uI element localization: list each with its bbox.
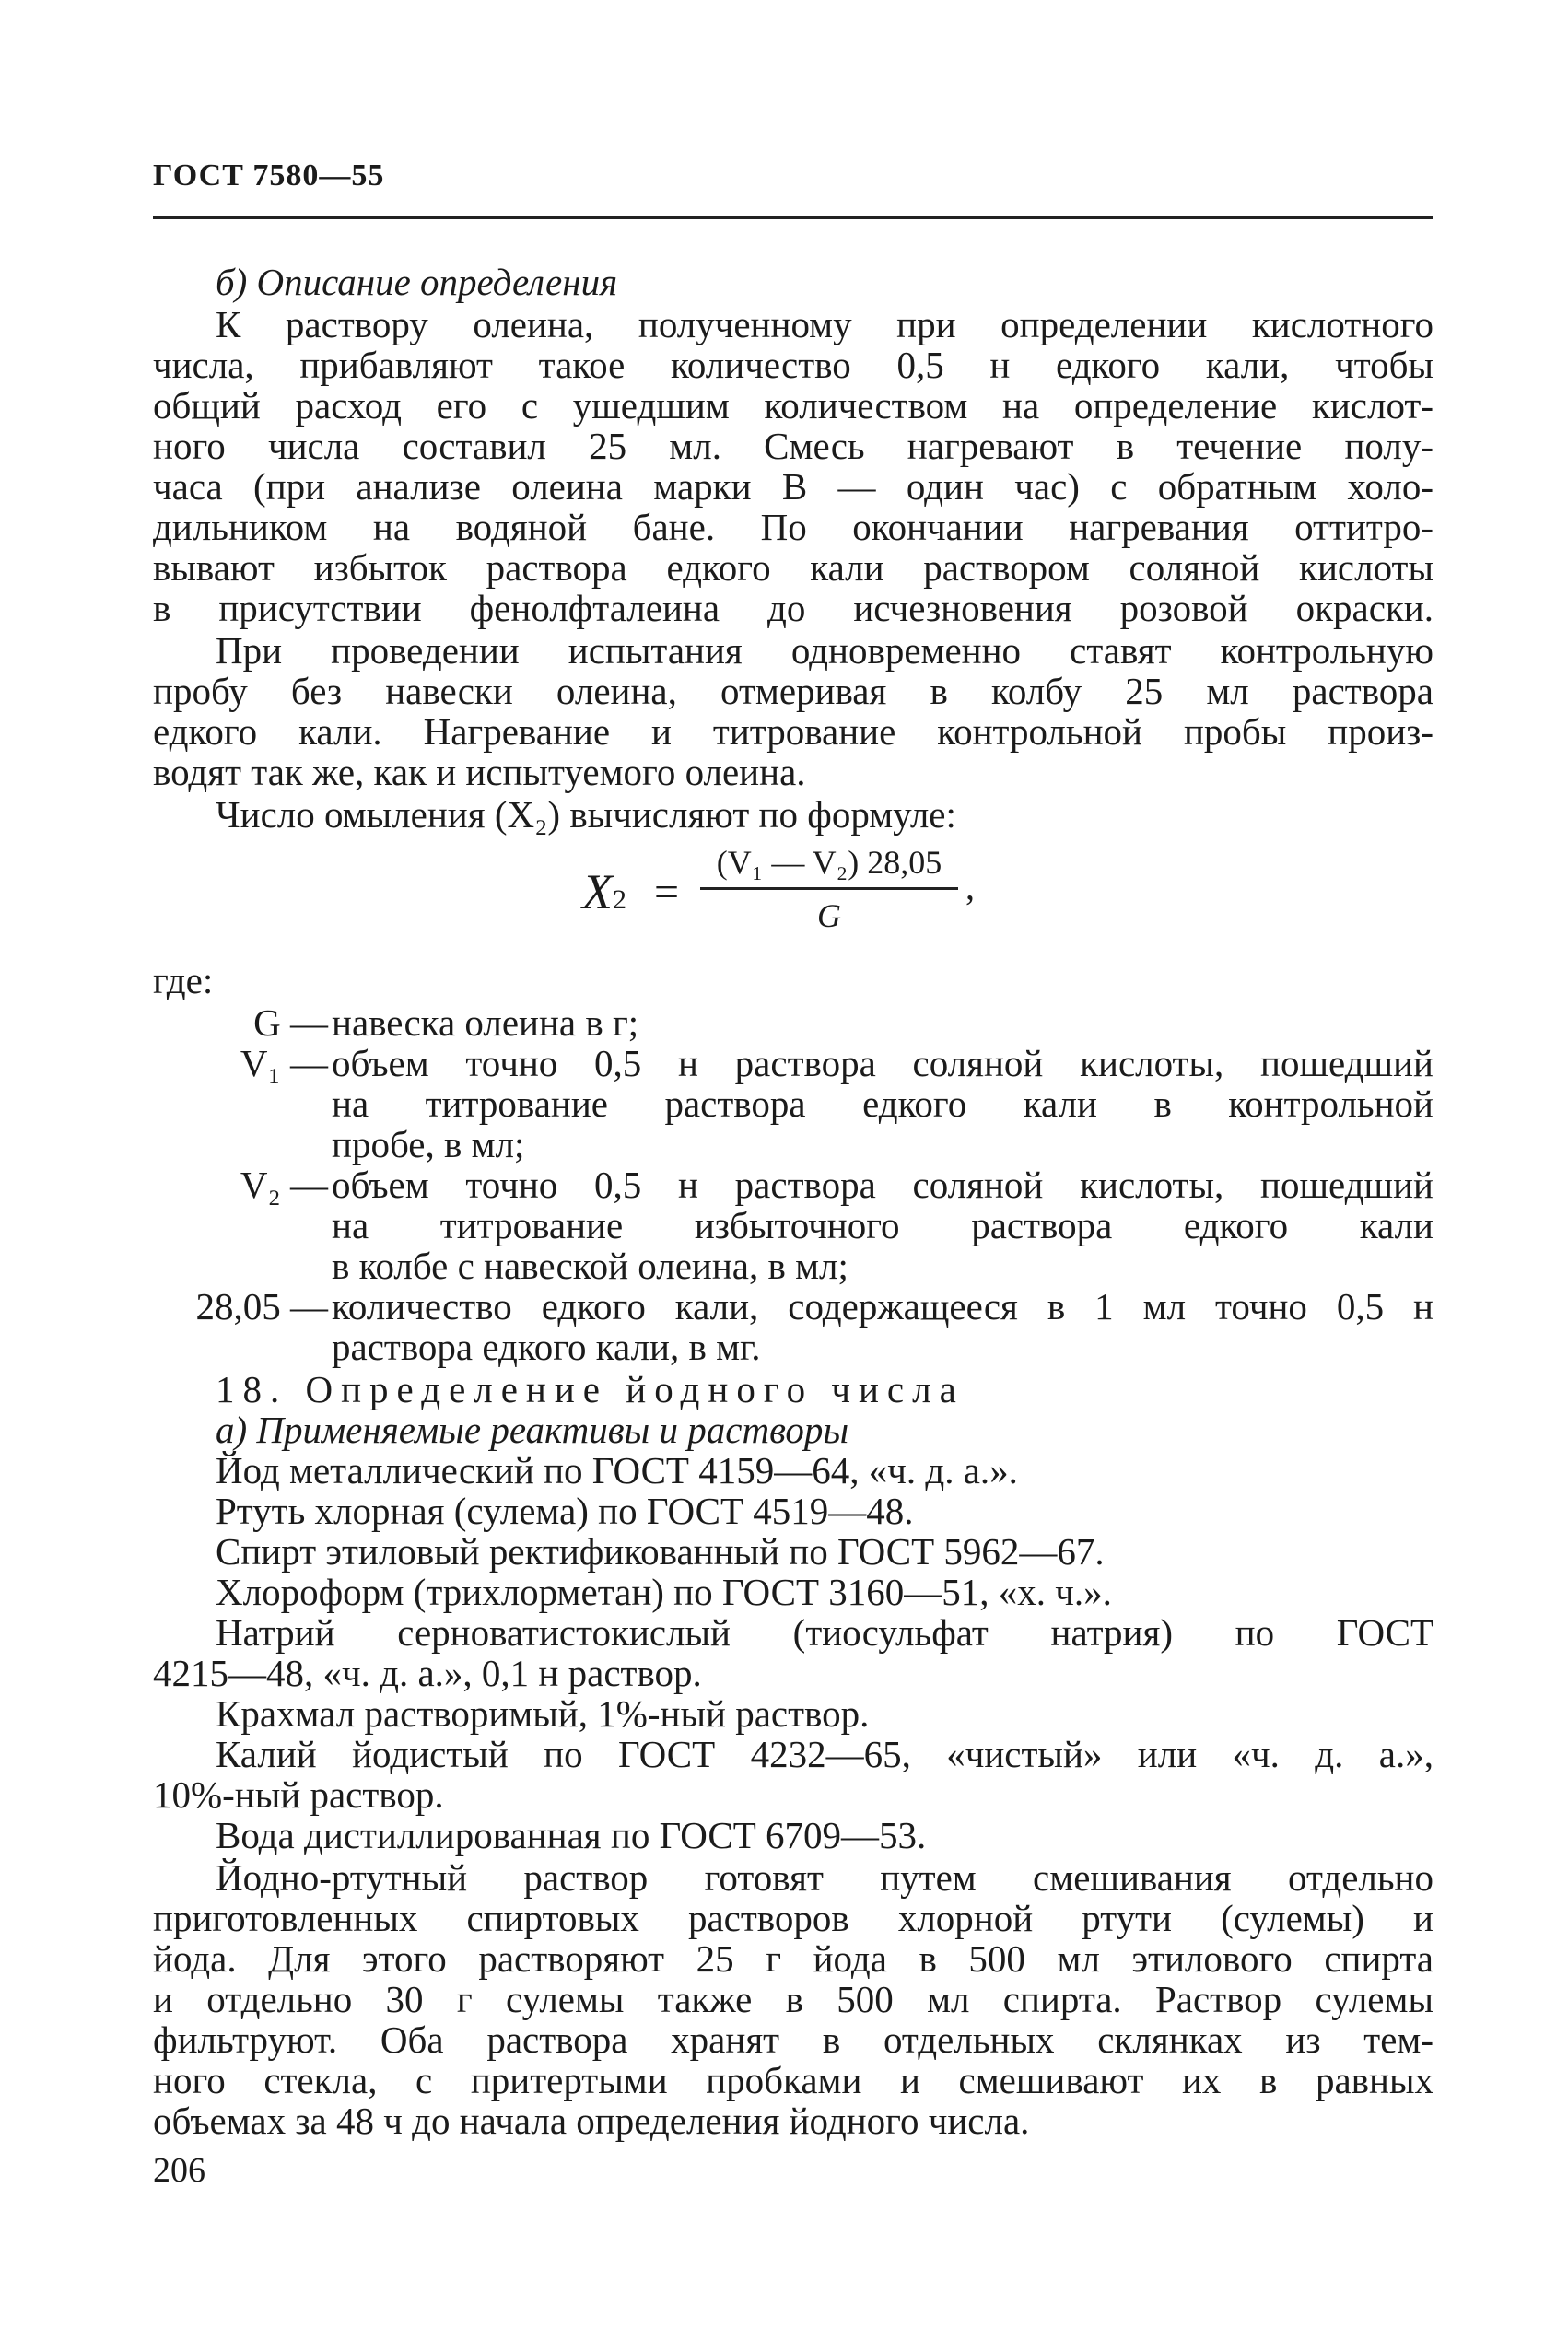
document-header: ГОСТ 7580—55	[153, 158, 385, 193]
para1-line: общий расход его с ушедшим количеством на определение кислот-	[153, 384, 1433, 427]
def-text-g: навеска олеина в г;	[332, 1001, 639, 1044]
formula-trailing-comma: ,	[965, 866, 975, 907]
para2-line: При проведении испытания одновременно ставят контрольную	[216, 629, 1433, 672]
def-symbol-v1: V₁ —	[240, 1042, 328, 1084]
formula-fraction-bar	[700, 887, 958, 890]
para2-line: пробу без навески олеина, отмеривая в колбу 25 мл раствора	[153, 670, 1433, 712]
def-symbol-v2: V₂ —	[240, 1164, 328, 1206]
def-text-v1: на титрование раствора едкого кали в контрольной	[332, 1082, 1433, 1125]
final-para-line: приготовленных спиртовых растворов хлорной ртути (сулемы) и	[153, 1897, 1433, 1939]
final-para-line: Йодно-ртутный раствор готовят путем смешивания отдельно	[216, 1856, 1433, 1899]
para1-line: часа (при анализе олеина марки В — один час) с обратным холо-	[153, 465, 1433, 508]
reagent-line: 10%-ный раствор.	[153, 1773, 444, 1816]
reagent-line: Натрий серноватистокислый (тиосульфат натрия) по ГОСТ	[216, 1611, 1433, 1654]
reagent-line: Ртуть хлорная (сулема) по ГОСТ 4519—48.	[216, 1490, 914, 1532]
final-para-line: ного стекла, с притертыми пробками и смешивают их в равных	[153, 2059, 1433, 2101]
section-b-heading: б) Описание определения	[216, 261, 618, 303]
final-para-line: и отдельно 30 г сулемы также в 500 мл спирта. Раствор сулемы	[153, 1978, 1433, 2020]
formula-intro: Число омыления (X₂) вычисляют по формуле:	[216, 793, 956, 836]
para1-line: К раствору олеина, полученному при определении кислотного	[216, 303, 1433, 345]
reagent-line: Йод металлический по ГОСТ 4159—64, «ч. д. а.».	[216, 1449, 1018, 1492]
def-symbol-g: G —	[253, 1001, 328, 1044]
def-text-v2: в колбе с навеской олеина, в мл;	[332, 1245, 848, 1287]
para1-line: ного числа составил 25 мл. Смесь нагревают в течение полу-	[153, 425, 1433, 467]
final-para-line: объемах за 48 ч до начала определения йодного числа.	[153, 2100, 1030, 2142]
formula-equals: =	[654, 868, 680, 917]
saponification-formula	[553, 843, 1106, 944]
def-text-v1: пробе, в мл;	[332, 1123, 525, 1165]
para1-line: дильником на водяной бане. По окончании нагревания оттитро-	[153, 506, 1433, 548]
def-text-v2: объем точно 0,5 н раствора соляной кислоты, пошедший	[332, 1164, 1433, 1206]
para2-line: водят так же, как и испытуемого олеина.	[153, 751, 806, 793]
header-rule	[153, 216, 1433, 219]
def-text-v2: на титрование избыточного раствора едкого кали	[332, 1204, 1433, 1246]
reagent-line: Спирт этиловый ректификованный по ГОСТ 5962—67.	[216, 1530, 1105, 1573]
def-text-2805: раствора едкого кали, в мг.	[332, 1326, 761, 1368]
section-18-subheading: а) Применяемые реактивы и растворы	[216, 1409, 849, 1451]
reagent-line: Вода дистиллированная по ГОСТ 6709—53.	[216, 1814, 927, 1856]
where-label: где:	[153, 959, 214, 1001]
final-para-line: фильтруют. Оба раствора хранят в отдельных склянках из тем-	[153, 2018, 1433, 2061]
page-number: 206	[153, 2151, 205, 2190]
para1-line: в присутствии фенолфталеина до исчезновения розовой окраски.	[153, 587, 1433, 629]
section-18-heading: 18. Определение йодного числа	[216, 1368, 965, 1410]
reagent-line: Крахмал растворимый, 1%-ный раствор.	[216, 1692, 870, 1735]
reagent-line: Калий йодистый по ГОСТ 4232—65, «чистый» или «ч. д. а.»,	[216, 1733, 1433, 1775]
para1-line: вывают избыток раствора едкого кали раствором соляной кислоты	[153, 546, 1433, 589]
formula-lhs: X2	[582, 864, 626, 919]
para2-line: едкого кали. Нагревание и титрование контрольной пробы произ-	[153, 710, 1433, 753]
reagent-line: Хлороформ (трихлорметан) по ГОСТ 3160—51, «х. ч.».	[216, 1571, 1112, 1613]
def-text-v1: объем точно 0,5 н раствора соляной кислоты, пошедший	[332, 1042, 1433, 1084]
para1-line: числа, прибавляют такое количество 0,5 н едкого кали, чтобы	[153, 344, 1433, 386]
formula-denominator: G	[817, 897, 841, 934]
formula-lhs-subscript: 2	[613, 884, 626, 915]
formula-numerator: (V₁ — V₂) 28,05	[716, 844, 942, 881]
def-symbol-2805: 28,05 —	[195, 1285, 328, 1328]
def-text-2805: количество едкого кали, содержащееся в 1 мл точно 0,5 н	[332, 1285, 1433, 1328]
final-para-line: йода. Для этого растворяют 25 г йода в 500 мл этилового спирта	[153, 1937, 1433, 1980]
reagent-line: 4215—48, «ч. д. а.», 0,1 н раствор.	[153, 1652, 702, 1694]
